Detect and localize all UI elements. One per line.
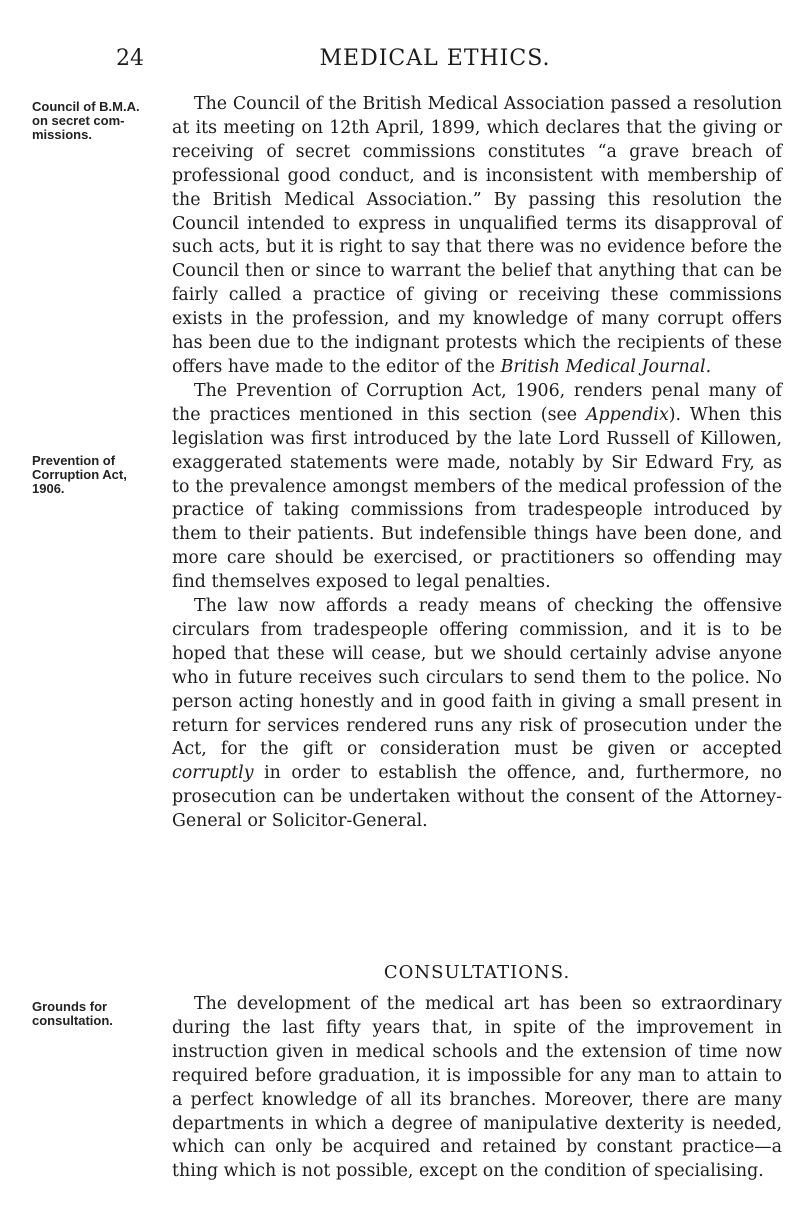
paragraph-consultations: The development of the medical art has been so extraordinary during the last fifty years that, in spite of the improvement in instruction given in medical schools and the extension of time now required before graduation, it is impossible for any man to attain to a perfect knowledge of all its branches. Moreover, there are many departments in which a degree of manipulative dexterity is needed, which can only be acquired and retained by constant practice—a thing which is not possible, except on the condition of specialising. bbox=[172, 994, 782, 1182]
page-header bbox=[0, 46, 800, 86]
page-number: 24 bbox=[116, 46, 144, 71]
margin-note-consultation: Grounds for consultation. bbox=[32, 999, 113, 1028]
consultations-text-block bbox=[172, 993, 782, 1184]
margin-note-prevention-act: Prevention of Corruption Act, 1906. bbox=[32, 453, 127, 496]
section-title-consultations: CONSULTATIONS. bbox=[383, 962, 571, 983]
paragraph-council-resolution bbox=[172, 93, 782, 380]
paragraph-text: The Prevention of Corruption Act, 1906, renders penal many of the practices mentioned in this section (see bbox=[172, 380, 782, 425]
paragraph-text: The law now affords a ready means of checking the offensive circulars from tradespeople offering commission, and it is to be hoped that these will cease, but we should certainly advise anyone who in future receives such circulars to send them to the police. No person acting honestly and in good faith in giving a small present in return for services rendered runs any risk of prosecution under the Act, for the gift or consideration must be given or accepted bbox=[172, 596, 782, 760]
running-head: MEDICAL ETHICS. bbox=[319, 46, 551, 71]
paragraph-text: The Council of the British Medical Association passed a resolution at its meeting on 12th April, 1899, which declares that the giving or receiving of secret commissions constitutes “a grave breach of professional good conduct, and is inconsistent with membership of the British Medical Association.” By passing this resolution the Council intended to express in unqualified terms its disapproval of such acts, but it is right to say that there was no evidence before the Council then or since to warrant the belief that anything that can be fairly called a practice of giving or receiving these commissions exists in the profession, and my knowledge of many corrupt offers has been due to the indignant protests which the recipients of these offers have made to the editor of the bbox=[172, 94, 782, 377]
emphasis-corruptly: corruptly bbox=[172, 763, 254, 784]
paragraph-text: in order to establish the offence, and, furthermore, no prosecution can be undertaken without the consent of the Attorney-General or Solicitor-General. bbox=[172, 763, 782, 832]
journal-title: British Medical Journal. bbox=[500, 356, 712, 377]
appendix-reference: Appendix bbox=[585, 404, 669, 425]
margin-note-council: Council of B.M.A. on secret com-missions. bbox=[32, 99, 140, 142]
paragraph-corruption-act bbox=[172, 380, 782, 595]
paragraph-law-circulars bbox=[172, 595, 782, 834]
paragraph-text: ). When this legislation was first introduced by the late Lord Russell of Killowen, exaggerated statements were made, notably by Sir Edward Fry, as to the prevalence amongst members of the medical profession of the practice of taking commissions from tradespeople introduced by them to their patients. But indefensible things have been done, and more care should be exercised, or practitioners so offending may find themselves exposed to legal penalties. bbox=[172, 404, 782, 593]
main-text-block bbox=[172, 93, 782, 834]
